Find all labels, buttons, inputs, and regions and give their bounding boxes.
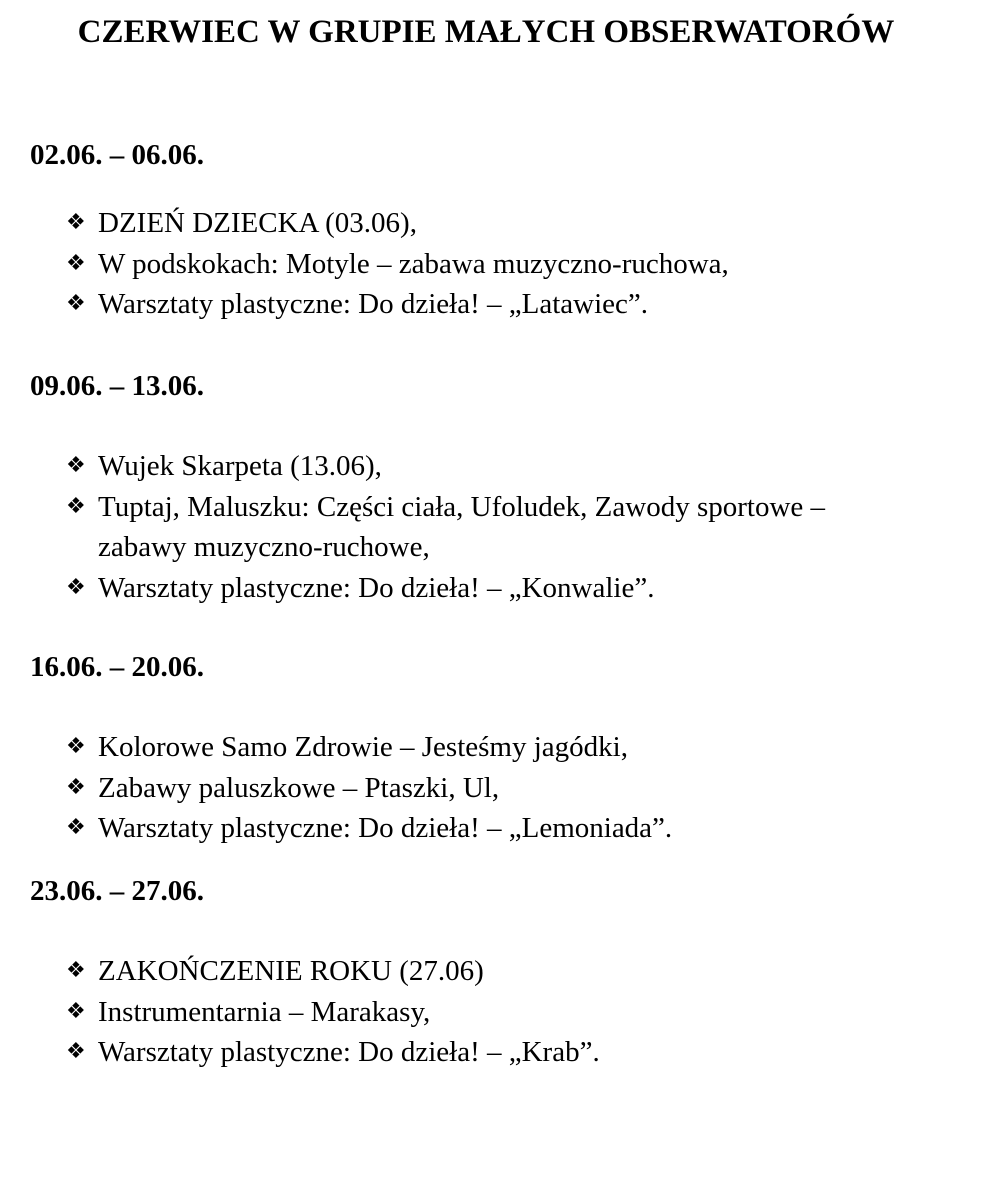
diamond-bullet-icon: ❖ <box>66 210 86 235</box>
week-dates-heading: 02.06. – 06.06. <box>30 139 204 171</box>
diamond-bullet-icon: ❖ <box>66 574 86 600</box>
list-item-text: Warsztaty plastyczne: Do dzieła! – „Lemoniada”. <box>98 812 673 844</box>
list-item <box>66 1032 886 1073</box>
list-item-text: Wujek Skarpeta (13.06), <box>98 450 382 482</box>
week-activity-list <box>66 727 886 849</box>
week-activity-list <box>66 951 886 1073</box>
list-item-text: Warsztaty plastyczne: Do dzieła! – „Latawiec”. <box>98 288 648 320</box>
week-activity-list <box>66 446 886 608</box>
list-item-text: Warsztaty plastyczne: Do dzieła! – „Krab”. <box>98 1036 600 1068</box>
diamond-bullet-icon: ❖ <box>66 493 86 519</box>
list-item-text: DZIEŃ DZIECKA (03.06), <box>98 207 417 239</box>
list-item <box>66 446 886 487</box>
list-item <box>66 487 886 568</box>
diamond-bullet-icon: ❖ <box>66 734 86 759</box>
week-section-3 <box>30 647 930 844</box>
diamond-bullet-icon: ❖ <box>66 998 86 1024</box>
list-item <box>66 951 886 992</box>
list-item-text: Kolorowe Samo Zdrowie – Jesteśmy jagódki, <box>98 731 628 763</box>
diamond-bullet-icon: ❖ <box>66 453 86 478</box>
diamond-bullet-icon: ❖ <box>66 774 86 800</box>
list-item <box>66 808 886 849</box>
list-item <box>66 284 886 325</box>
week-section-2 <box>30 366 930 604</box>
diamond-bullet-icon: ❖ <box>66 291 86 316</box>
diamond-bullet-icon: ❖ <box>66 958 86 983</box>
diamond-bullet-icon: ❖ <box>66 815 86 840</box>
list-item <box>66 992 886 1033</box>
list-item <box>66 727 886 768</box>
list-item <box>66 768 886 809</box>
list-item <box>66 568 886 609</box>
diamond-bullet-icon: ❖ <box>66 250 86 276</box>
list-item-text: Zabawy paluszkowe – Ptaszki, Ul, <box>98 771 500 804</box>
list-item-text: W podskokach: Motyle – zabawa muzyczno-ruchowa, <box>98 247 729 280</box>
list-item-text: Warsztaty plastyczne: Do dzieła! – „Konwalie”. <box>98 571 655 604</box>
diamond-bullet-icon: ❖ <box>66 1039 86 1064</box>
list-item-text: Tuptaj, Maluszku: Części ciała, Ufoludek, Zawody sportowe – zabawy muzyczno-ruchowe, <box>98 490 826 563</box>
week-section-1 <box>30 135 930 320</box>
week-dates-heading: 23.06. – 27.06. <box>30 875 204 907</box>
list-item <box>66 203 886 244</box>
week-dates-heading: 09.06. – 13.06. <box>30 370 204 402</box>
week-section-4 <box>30 871 930 1068</box>
list-item-text: ZAKOŃCZENIE ROKU (27.06) <box>98 955 484 987</box>
list-item-text: Instrumentarnia – Marakasy, <box>98 995 431 1028</box>
list-item <box>66 244 886 285</box>
week-activity-list <box>66 203 886 325</box>
page-title: CZERWIEC W GRUPIE MAŁYCH OBSERWATORÓW <box>77 14 895 50</box>
week-dates-heading: 16.06. – 20.06. <box>30 651 204 683</box>
